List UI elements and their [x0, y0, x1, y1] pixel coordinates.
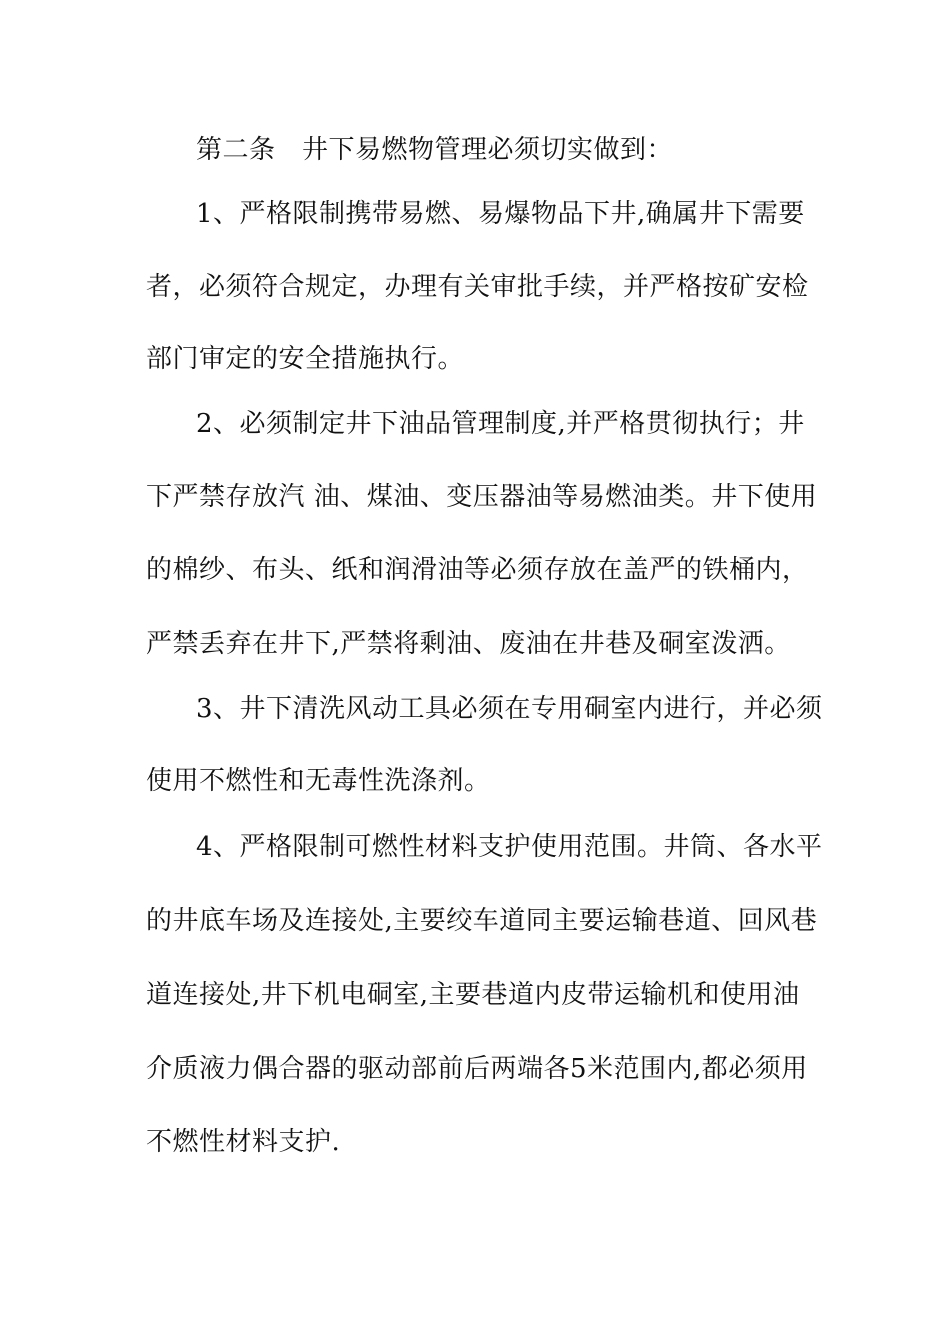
paragraph-4-line-4: 介质液力偶合器的驱动部前后两端各5米范围内,都必须用	[146, 1054, 808, 1084]
paragraph-1-line-1: 1、严格限制携带易燃、易爆物品下井,确属井下需要	[196, 199, 805, 229]
paragraph-1-line-3: 部门审定的安全措施执行。	[146, 344, 465, 374]
paragraph-2-line-1: 2、必须制定井下油品管理制度,并严格贯彻执行；井	[196, 409, 805, 439]
paragraph-1-line-2: 者，必须符合规定，办理有关审批手续，并严格按矿安检	[146, 272, 809, 302]
paragraph-2-line-2: 下严禁存放汽 油、煤油、变压器油等易燃油类。井下使用	[146, 482, 818, 512]
paragraph-4-line-5: 不燃性材料支护.	[146, 1127, 341, 1157]
paragraph-4-line-2: 的井底车场及连接处,主要绞车道同主要运输巷道、回风巷	[146, 906, 818, 936]
paragraph-4-line-3: 道连接处,井下机电硐室,主要巷道内皮带运输机和使用油	[146, 980, 800, 1010]
article-heading: 第二条 井下易燃物管理必须切实做到：	[196, 135, 674, 165]
paragraph-3-line-1: 3、井下清洗风动工具必须在专用硐室内进行，并必须	[196, 694, 823, 724]
paragraph-2-line-3: 的棉纱、布头、纸和润滑油等必须存放在盖严的铁桶内，	[146, 555, 809, 585]
paragraph-3-line-2: 使用不燃性和无毒性洗涤剂。	[146, 766, 491, 796]
paragraph-4-line-1: 4、严格限制可燃性材料支护使用范围。井筒、各水平	[196, 832, 823, 862]
paragraph-2-line-4: 严禁丢弃在井下,严禁将剩油、废油在井巷及硐室泼洒。	[146, 629, 791, 659]
